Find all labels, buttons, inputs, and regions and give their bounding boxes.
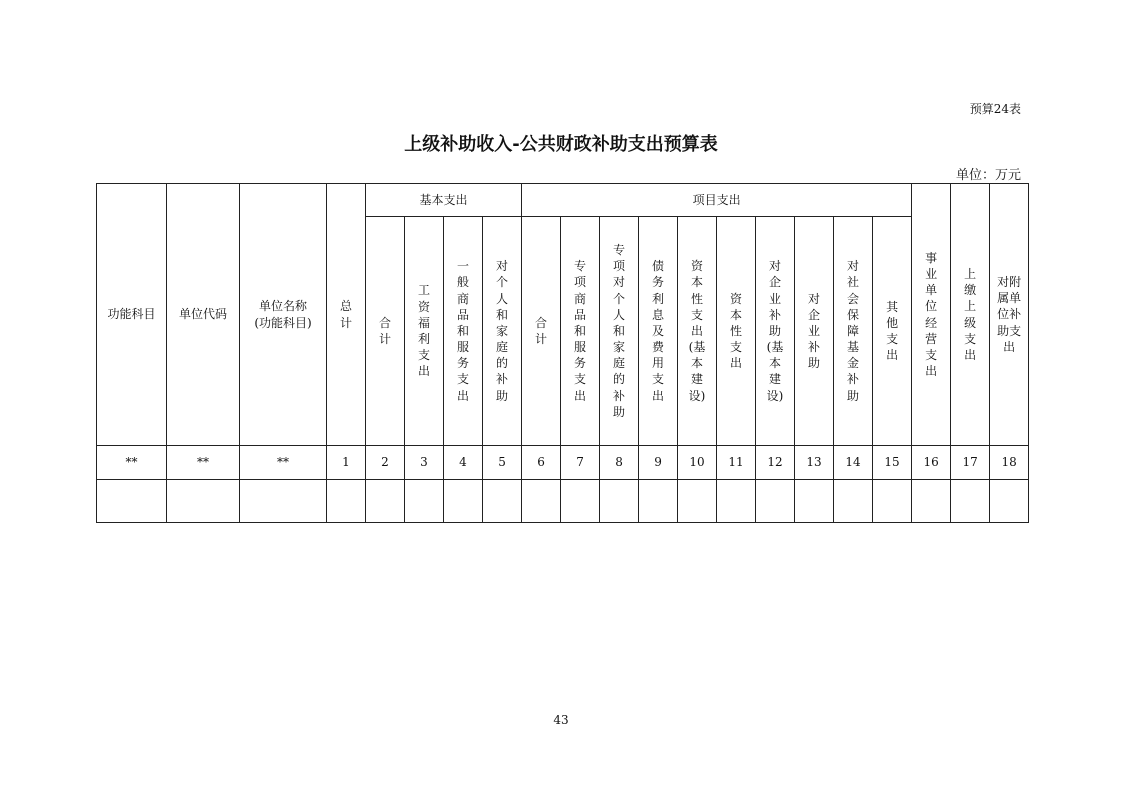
project-col-social-security: 对 社 会 保 障 基 金 补 助 <box>834 217 873 446</box>
empty-cell <box>327 480 366 523</box>
project-col-capital-construction: 资 本 性 支 出 (基 本 建 设) <box>678 217 717 446</box>
number-cell: 1 <box>327 446 366 480</box>
number-cell: 2 <box>366 446 405 480</box>
group-project-expense: 项目支出 <box>522 184 912 217</box>
number-cell: ** <box>167 446 240 480</box>
col-subsidiary-subsidy: 对附 属单 位补 助支 出 <box>990 184 1029 446</box>
empty-cell <box>483 480 522 523</box>
empty-cell <box>561 480 600 523</box>
empty-cell <box>990 480 1029 523</box>
number-cell: 13 <box>795 446 834 480</box>
empty-cell <box>444 480 483 523</box>
col-unit-name-line2: (功能科目) <box>254 315 312 330</box>
project-col-capital: 资 本 性 支 出 <box>717 217 756 446</box>
empty-cell <box>97 480 167 523</box>
project-col-other: 其 他 支 出 <box>873 217 912 446</box>
empty-cell <box>795 480 834 523</box>
empty-cell <box>717 480 756 523</box>
group-basic-expense: 基本支出 <box>366 184 522 217</box>
col-function: 功能科目 <box>97 184 167 446</box>
basic-col-goods-services: 一 般 商 品 和 服 务 支 出 <box>444 217 483 446</box>
page-number: 43 <box>553 713 569 727</box>
empty-cell <box>240 480 327 523</box>
number-cell: ** <box>97 446 167 480</box>
number-cell: 9 <box>639 446 678 480</box>
empty-cell <box>756 480 795 523</box>
number-cell: 11 <box>717 446 756 480</box>
number-cell: 16 <box>912 446 951 480</box>
table-number: 预算24表 <box>969 102 1021 116</box>
budget-table <box>96 183 1029 523</box>
number-cell: 3 <box>405 446 444 480</box>
project-col-total: 合 计 <box>522 217 561 446</box>
number-row <box>97 446 1029 480</box>
number-cell: 15 <box>873 446 912 480</box>
basic-col-personal-subsidy: 对 个 人 和 家 庭 的 补 助 <box>483 217 522 446</box>
number-cell: ** <box>240 446 327 480</box>
page-title: 上级补助收入-公共财政补助支出预算表 <box>404 134 718 155</box>
number-cell: 17 <box>951 446 990 480</box>
project-col-enterprise-construction: 对 企 业 补 助 (基 本 建 设) <box>756 217 795 446</box>
empty-cell <box>167 480 240 523</box>
col-business-expense: 事 业 单 位 经 营 支 出 <box>912 184 951 446</box>
number-cell: 6 <box>522 446 561 480</box>
col-unit-name <box>240 184 327 446</box>
basic-col-total: 合 计 <box>366 217 405 446</box>
empty-cell <box>639 480 678 523</box>
empty-cell <box>951 480 990 523</box>
col-unit-name-line1: 单位名称 <box>258 299 307 314</box>
empty-cell <box>912 480 951 523</box>
number-cell: 18 <box>990 446 1029 480</box>
project-col-debt-interest: 债 务 利 息 及 费 用 支 出 <box>639 217 678 446</box>
empty-cell <box>522 480 561 523</box>
empty-cell <box>678 480 717 523</box>
col-unit-code: 单位代码 <box>167 184 240 446</box>
number-cell: 10 <box>678 446 717 480</box>
number-cell: 8 <box>600 446 639 480</box>
number-cell: 14 <box>834 446 873 480</box>
unit-label: 单位：万元 <box>955 168 1021 183</box>
number-cell: 4 <box>444 446 483 480</box>
empty-cell <box>834 480 873 523</box>
col-upper-payment: 上 缴 上 级 支 出 <box>951 184 990 446</box>
header-row-1 <box>97 184 1029 217</box>
project-col-goods-services: 专 项 商 品 和 服 务 支 出 <box>561 217 600 446</box>
empty-cell <box>366 480 405 523</box>
empty-data-row <box>97 480 1029 523</box>
empty-cell <box>600 480 639 523</box>
number-cell: 7 <box>561 446 600 480</box>
empty-cell <box>873 480 912 523</box>
number-cell: 12 <box>756 446 795 480</box>
col-total: 总 计 <box>327 184 366 446</box>
project-col-enterprise-subsidy: 对 企 业 补 助 <box>795 217 834 446</box>
number-cell: 5 <box>483 446 522 480</box>
project-col-personal-subsidy: 专 项 对 个 人 和 家 庭 的 补 助 <box>600 217 639 446</box>
empty-cell <box>405 480 444 523</box>
basic-col-wages: 工 资 福 利 支 出 <box>405 217 444 446</box>
